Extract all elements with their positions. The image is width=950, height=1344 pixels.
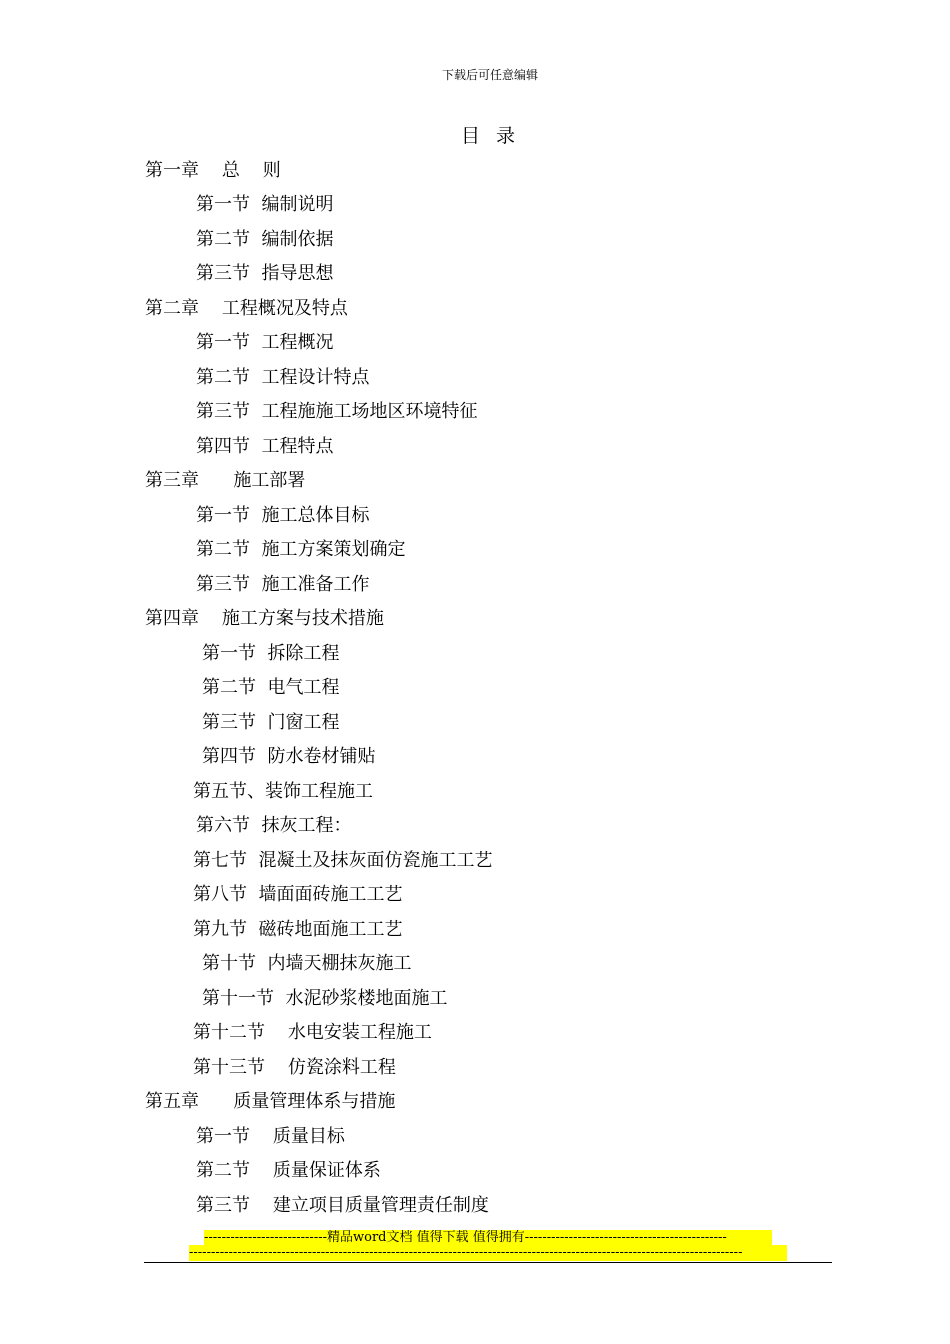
section-3-2: 第二节 施工方案策划确定 [196, 539, 406, 560]
section-2-3: 第三节 工程施施工场地区环境特征 [196, 401, 478, 422]
section-1-1: 第一节 编制说明 [196, 194, 334, 215]
section-4-2: 第二节 电气工程 [202, 677, 340, 698]
section-4-13: 第十三节 仿瓷涂料工程 [193, 1057, 396, 1078]
section-4-4: 第四节 防水卷材铺贴 [202, 746, 376, 767]
chapter-3: 第三章 施工部署 [145, 470, 306, 491]
section-4-10: 第十节 内墙天棚抹灰施工 [202, 953, 412, 974]
section-4-12: 第十二节 水电安装工程施工 [193, 1022, 432, 1043]
section-4-6: 第六节 抹灰工程： [196, 815, 352, 836]
section-3-1: 第一节 施工总体目标 [196, 505, 370, 526]
section-4-1: 第一节 拆除工程 [202, 643, 340, 664]
section-4-8: 第八节 墙面面砖施工工艺 [193, 884, 403, 905]
section-4-3: 第三节 门窗工程 [202, 712, 340, 733]
section-2-4: 第四节 工程特点 [196, 436, 334, 457]
footer-banner-line-1: ----------------------------精品word文档 值得下载 值得拥有---------------------------------------------- [204, 1230, 772, 1246]
toc-title: 目录 [461, 125, 532, 147]
section-4-11: 第十一节 水泥砂浆楼地面施工 [202, 988, 448, 1009]
section-2-1: 第一节 工程概况 [196, 332, 334, 353]
chapter-2: 第二章 工程概况及特点 [145, 298, 348, 319]
section-5-1: 第一节 质量目标 [196, 1126, 345, 1147]
section-1-3: 第三节 指导思想 [196, 263, 334, 284]
footer-divider [144, 1262, 832, 1263]
section-4-9: 第九节 磁砖地面施工工艺 [193, 919, 403, 940]
chapter-1: 第一章 总 则 [145, 160, 281, 181]
section-5-3: 第三节 建立项目质量管理责任制度 [196, 1195, 489, 1216]
footer-banner-line-2: ------------------------------------------------------------------------------------------------------------------------------ [189, 1245, 787, 1261]
chapter-5: 第五章 质量管理体系与措施 [145, 1091, 396, 1112]
section-3-3: 第三节 施工准备工作 [196, 574, 370, 595]
page-header: 下载后可任意编辑 [441, 68, 538, 82]
section-4-5: 第五节、装饰工程施工 [193, 781, 373, 802]
section-1-2: 第二节 编制依据 [196, 229, 334, 250]
section-5-2: 第二节 质量保证体系 [196, 1160, 381, 1181]
section-4-7: 第七节 混凝土及抹灰面仿瓷施工工艺 [193, 850, 493, 871]
section-2-2: 第二节 工程设计特点 [196, 367, 370, 388]
chapter-4: 第四章 施工方案与技术措施 [145, 608, 384, 629]
